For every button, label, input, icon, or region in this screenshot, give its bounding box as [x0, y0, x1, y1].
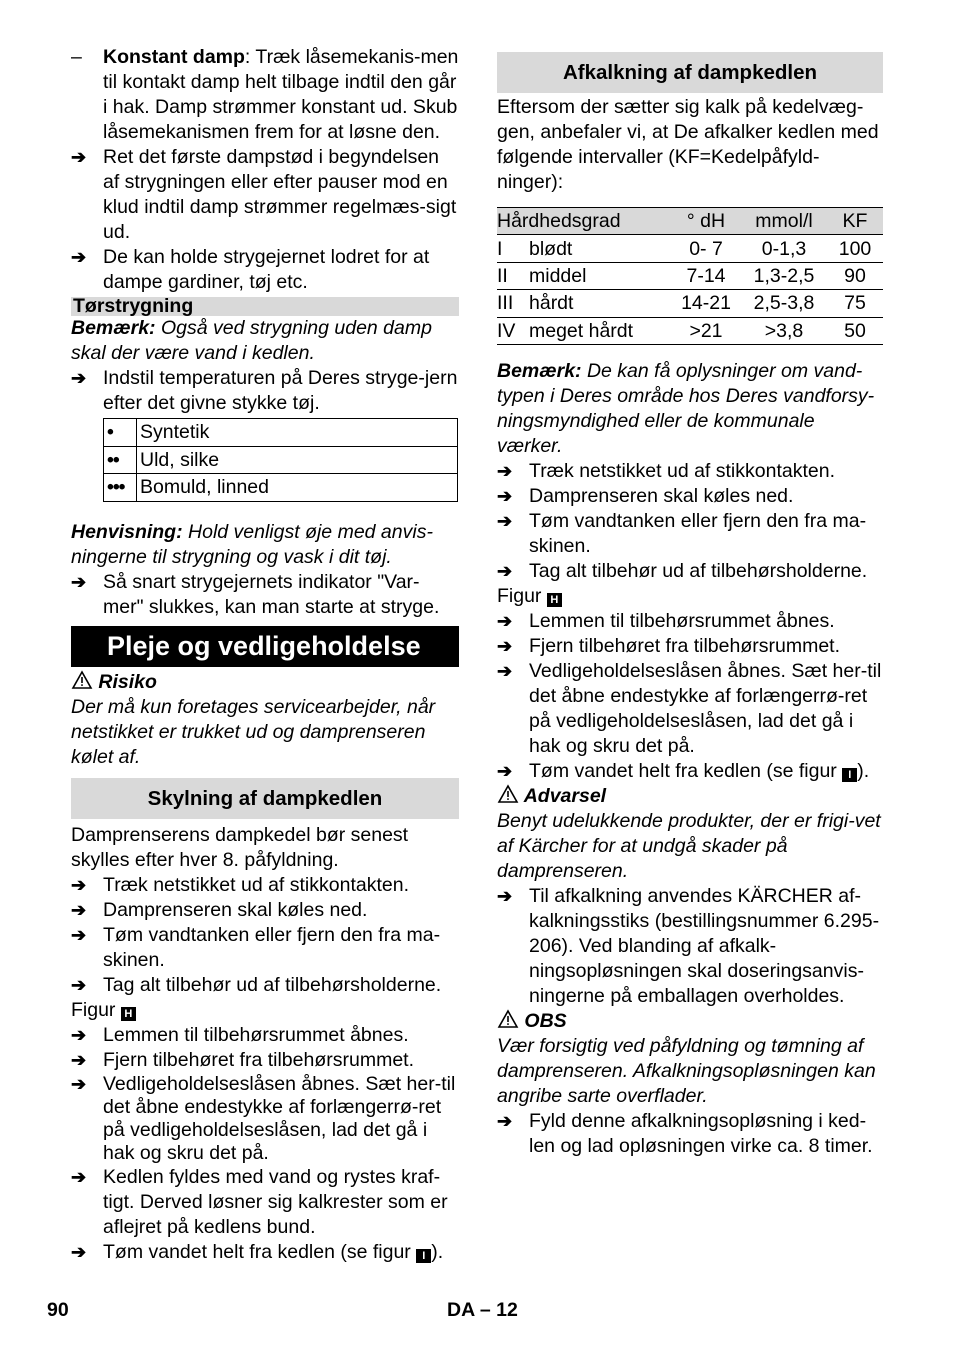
dry-note: [71, 316, 459, 366]
arrow-icon: ➔: [71, 1073, 87, 1094]
rinse-step: [71, 1165, 459, 1240]
rinse-intro: Damprenserens dampkedel bør senest skylles efter hver 8. påfyldning.: [71, 823, 409, 871]
figure-h-icon: H: [121, 1007, 136, 1021]
table-row: [497, 235, 883, 262]
step-vertical: [71, 245, 459, 295]
constant-steam-label: Konstant damp: [103, 46, 245, 68]
figure-h-icon: H: [547, 593, 562, 607]
arrow-icon: ➔: [71, 924, 87, 945]
col-header: KF: [827, 208, 883, 235]
warning-triangle-icon: [497, 784, 519, 804]
rinse-step: [71, 923, 459, 973]
step-text: Damprenseren skal køles ned.: [103, 898, 368, 921]
table-cell: 2,5-3,8: [741, 290, 827, 317]
dry-ironing-heading: Tørstrygning: [71, 297, 459, 316]
step-text: Fjern tilbehøret fra tilbehørsrummet.: [529, 634, 841, 657]
dash-marker: –: [71, 46, 82, 68]
step-text: De kan holde strygejernet lodret for at dampe gardiner, tøj etc.: [103, 246, 430, 293]
obs-label-line: [497, 1009, 883, 1034]
step-text: Vedligeholdelseslåsen åbnes. Sæt her-til det åbne endestykke af forlængerrø-ret på vedligeholdelseslåsen, lad det gå i hak og skru det på.: [103, 1072, 456, 1164]
table-row: [497, 262, 883, 289]
arrow-icon: ➔: [71, 1166, 87, 1187]
decalc-intro: Eftersom der sætter sig kalk på kedelvæg-gen, anbefaler vi, at De afkalker kedlen med følgende intervaller (KF=Kedelpåfyld-ninger):: [497, 96, 879, 193]
table-cell: blødt: [529, 235, 671, 262]
step-text: Kedlen fyldes med vand og rystes kraf-tigt. Derved løsner sig kalkrester som er aflejret på kedlens bund.: [103, 1165, 448, 1238]
table-cell: 50: [827, 317, 883, 344]
col-header: ° dH: [671, 208, 741, 235]
decalc-step: [497, 1109, 883, 1159]
arrow-icon: ➔: [497, 610, 513, 631]
arrow-icon: ➔: [497, 635, 513, 656]
arrow-icon: ➔: [71, 247, 87, 267]
figure-ref: [71, 998, 459, 1023]
arrow-icon: ➔: [497, 1110, 513, 1131]
rinse-step: [71, 898, 459, 923]
arrow-icon: ➔: [497, 760, 513, 781]
step-text: Tøm vandtanken eller fjern den fra ma-skinen.: [529, 509, 867, 557]
step-text: Vedligeholdelseslåsen åbnes. Sæt her-til det åbne endestykke af forlængerrø-ret på vedligeholdelseslåsen, lad det gå i hak og skru det på.: [529, 659, 882, 757]
decalc-step: [497, 459, 883, 484]
right-column: [497, 52, 883, 1159]
table-cell: 14-21: [671, 290, 741, 317]
decalc-step: [497, 659, 883, 759]
arrow-icon: ➔: [71, 1049, 87, 1070]
rinse-step: [71, 873, 459, 898]
step-text: Tøm vandtanken eller fjern den fra ma-skinen.: [103, 923, 441, 971]
table-row: [497, 290, 883, 317]
fabric-cell: Uld, silke: [137, 446, 458, 474]
step-temperature: [71, 366, 459, 416]
decalc-step: [497, 634, 883, 659]
table-cell: I: [497, 235, 529, 262]
figure-label: Figur: [497, 584, 542, 607]
arrow-icon: ➔: [71, 147, 87, 167]
step-text-end: ).: [857, 759, 870, 782]
warning-label-line: [497, 784, 883, 809]
arrow-icon: ➔: [71, 874, 87, 895]
step-text: Så snart strygejernets indikator "Var-mer" slukkes, kan man starte at stryge.: [103, 570, 440, 618]
step-text: Fjern tilbehøret fra tilbehørsrummet.: [103, 1048, 415, 1071]
arrow-icon: ➔: [497, 560, 513, 581]
obs-text: Vær forsigtig ved påfyldning og tømning af damprenseren. Afkalkningsopløsningen kan angribe sarte overflader.: [497, 1034, 876, 1107]
arrow-icon: ➔: [71, 899, 87, 920]
page-number: 90: [47, 1299, 69, 1321]
step-text: Damprenseren skal køles ned.: [529, 484, 794, 507]
step-indicator: [71, 570, 459, 620]
risk-label: Risiko: [98, 670, 157, 693]
warning-triangle-icon: [497, 1009, 519, 1029]
arrow-icon: ➔: [497, 485, 513, 506]
table-cell: meget hårdt: [529, 317, 671, 344]
table-cell: >21: [671, 317, 741, 344]
risk-label-line: [71, 670, 459, 695]
water-note: [497, 359, 883, 459]
arrow-icon: ➔: [71, 974, 87, 995]
figure-ref: [497, 584, 883, 609]
table-row: [497, 317, 883, 344]
constant-steam-text: : Træk låsemekanis-men til kontakt damp helt tilbage indtil den går i hak. Damp strømmer konstant ud. Skub låsemekanismen frem for at løsne den.: [103, 46, 459, 143]
rinse-step: [71, 1023, 459, 1048]
col-header: Hårdhedsgrad: [497, 208, 671, 235]
fabric-cell: Bomuld, linned: [137, 474, 458, 502]
note-label: Bemærk:: [71, 317, 156, 339]
table-row: [104, 446, 458, 474]
table-header-row: [497, 208, 883, 235]
fabric-cell: Syntetik: [137, 419, 458, 447]
decalc-step: [497, 559, 883, 584]
arrow-icon: ➔: [71, 368, 87, 388]
decalc-step: [497, 884, 883, 1009]
care-heading: Pleje og vedligeholdelse: [71, 626, 459, 667]
warning-label: Advarsel: [523, 784, 607, 807]
step-text: Ret det første dampstød i begyndelsen af strygningen eller efter pauser mod en klud indtil damp strømmer regelmæs-sigt ud.: [103, 146, 457, 243]
hardness-table: [497, 207, 883, 345]
step-text-end: ).: [431, 1240, 444, 1263]
step-text: Tøm vandet helt fra kedlen (se figur: [103, 1240, 417, 1263]
step-text: Tag alt tilbehør ud af tilbehørsholderne.: [529, 559, 868, 582]
table-cell: 0- 7: [671, 235, 741, 262]
step-text: Til afkalkning anvendes KÄRCHER af-kalkningsstiks (bestillingsnummer 6.295-206). Ved blanding af afkalk-ningsopløsningen skal doseringsanvis-ningerne på emballagen overholdes.: [529, 884, 880, 1007]
table-cell: 0-1,3: [741, 235, 827, 262]
step-first-steam: [71, 145, 459, 245]
arrow-icon: ➔: [71, 1241, 87, 1262]
temperature-table: [103, 418, 458, 502]
rinse-heading: Skylning af dampkedlen: [71, 778, 459, 819]
decalc-step: [497, 759, 883, 784]
step-text: Lemmen til tilbehørsrummet åbnes.: [103, 1023, 409, 1046]
rinse-step: [71, 973, 459, 998]
arrow-icon: ➔: [497, 885, 513, 906]
rinse-step: [71, 1048, 459, 1073]
constant-steam-item: [71, 45, 459, 145]
warning-triangle-icon: [71, 670, 93, 690]
table-cell: III: [497, 290, 529, 317]
figure-label: Figur: [71, 998, 116, 1021]
table-cell: middel: [529, 262, 671, 289]
step-text: Træk netstikket ud af stikkontakten.: [103, 873, 409, 896]
table-cell: >3,8: [741, 317, 827, 344]
note-label: Bemærk:: [497, 359, 582, 382]
table-cell: 90: [827, 262, 883, 289]
step-text: Tøm vandet helt fra kedlen (se figur: [529, 759, 843, 782]
step-text: Fyld denne afkalkningsopløsning i ked-len og lad opløsningen virke ca. 8 timer.: [529, 1109, 873, 1157]
hint-text: Hold venligst øje med anvis-ningerne til strygning og vask i dit tøj.: [71, 520, 433, 568]
rinse-step: [71, 1240, 459, 1265]
table-cell: II: [497, 262, 529, 289]
hint-label: Henvisning:: [71, 520, 183, 543]
hint-note: [71, 520, 459, 570]
decalc-step: [497, 609, 883, 634]
col-header: mmol/l: [741, 208, 827, 235]
arrow-icon: ➔: [497, 460, 513, 481]
table-cell: 100: [827, 235, 883, 262]
step-text: Tag alt tilbehør ud af tilbehørsholderne.: [103, 973, 442, 996]
table-row: [104, 419, 458, 447]
decalc-step: [497, 509, 883, 559]
decalc-step: [497, 484, 883, 509]
rinse-step: [71, 1073, 459, 1165]
note-text: De kan få oplysninger om vand-typen i Deres område hos Deres vandforsy-ningsmyndighed eller de kommunale værker.: [497, 359, 875, 457]
table-cell: 75: [827, 290, 883, 317]
arrow-icon: ➔: [71, 1024, 87, 1045]
table-cell: 7-14: [671, 262, 741, 289]
table-cell: hårdt: [529, 290, 671, 317]
table-row: [104, 474, 458, 502]
obs-label: OBS: [524, 1009, 567, 1032]
arrow-icon: ➔: [497, 510, 513, 531]
decalc-heading: Afkalkning af dampkedlen: [497, 52, 883, 93]
note-text: Også ved strygning uden damp skal der være vand i kedlen.: [71, 317, 432, 364]
table-cell: 1,3-2,5: [741, 262, 827, 289]
step-text: Lemmen til tilbehørsrummet åbnes.: [529, 609, 835, 632]
risk-text: Der må kun foretages servicearbejder, når netstikket er trukket ud og damprenseren kølet af.: [71, 695, 436, 768]
dots-cell: ••: [104, 446, 137, 474]
arrow-icon: ➔: [497, 660, 513, 681]
arrow-icon: ➔: [71, 571, 87, 592]
table-cell: IV: [497, 317, 529, 344]
dots-cell: •: [104, 419, 137, 447]
dots-cell: •••: [104, 474, 137, 502]
step-text: Indstil temperaturen på Deres stryge-jern efter det givne stykke tøj.: [103, 367, 458, 414]
figure-i-icon: I: [842, 768, 857, 782]
left-column: [71, 45, 459, 1265]
step-text: Træk netstikket ud af stikkontakten.: [529, 459, 835, 482]
figure-i-icon: I: [416, 1249, 431, 1263]
page-code: DA – 12: [447, 1299, 518, 1321]
warning-text: Benyt udelukkende produkter, der er frigi-vet af Kärcher for at undgå skader på damprenseren.: [497, 809, 881, 882]
